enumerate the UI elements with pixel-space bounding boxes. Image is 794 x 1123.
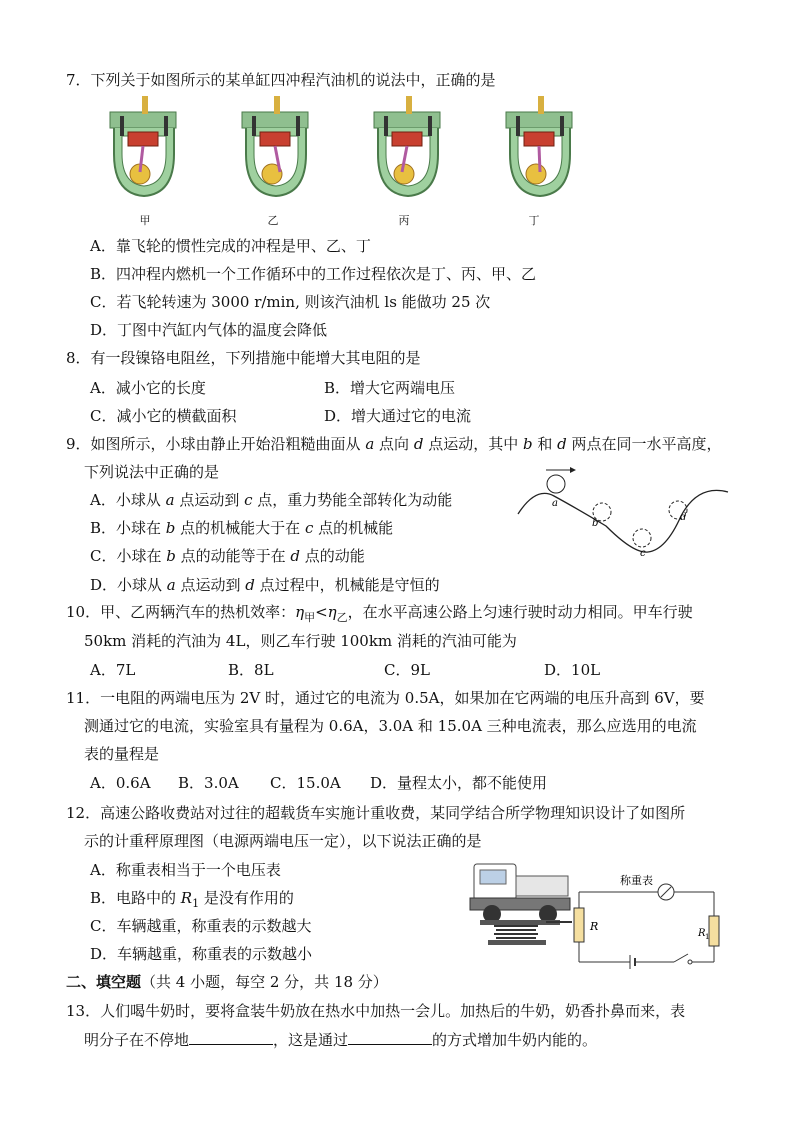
q8-option-d: D．增大通过它的电流 [324, 407, 472, 425]
q10-option-d: D．10L [544, 661, 601, 679]
q10-option-c: C．9L [384, 661, 430, 679]
q13-stem-line2: 明分子在不停地 ，这是通过 的方式增加牛奶内能的。 [84, 1031, 598, 1049]
meter-label: 称重表 [620, 874, 653, 887]
caption-jia: 甲 [139, 214, 151, 227]
q8-option-c: C．减小它的横截面积 [90, 407, 237, 425]
q9-option-c: C．小球在 b 点的动能等于在 d 点的动能 [90, 547, 365, 565]
curve-label-a: a [552, 498, 558, 509]
q12-option-d: D．车辆越重，称重表的示数越小 [90, 945, 313, 963]
curve-figure [516, 464, 732, 564]
q11-stem-line2: 测通过它的电流，实验室具有量程为 0.6A，3.0A 和 15.0A 三种电流表，那么应选用的电流 [84, 717, 697, 735]
engine-diagrams [100, 92, 580, 204]
answer-blank-2[interactable] [348, 1030, 432, 1045]
q11-option-b: B．3.0A [178, 774, 239, 792]
q12-option-b: B．电路中的 $R_1$ 是没有作用的 [90, 889, 294, 910]
q9-stem-line2: 下列说法中正确的是 [84, 463, 220, 481]
resistor-r1-subscript: 1 [705, 933, 710, 941]
q11-stem-line1: 11．一电阻的两端电压为 2V 时，通过它的电流为 0.5A，如果加在它两端的电压升高到 6V，要 [66, 689, 705, 707]
q12-stem-line1: 12．高速公路收费站对过往的超载货车实施计重收费，某同学结合所学物理知识设计了如图所 [66, 804, 686, 822]
q13-stem-line1: 13．人们喝牛奶时，要将盒装牛奶放在热水中加热一会儿。加热后的牛奶，奶香扑鼻而来，表 [66, 1002, 686, 1020]
q7-option-b: B．四冲程内燃机一个工作循环中的工作过程依次是丁、丙、甲、乙 [90, 265, 537, 283]
q9-stem-line1: 9．如图所示，小球由静止开始沿粗糙曲面从 a 点向 d 点运动，其中 b 和 d 两点在同一水平高度， [66, 435, 722, 453]
q8-option-a: A．减小它的长度 [90, 379, 206, 397]
q10-option-b: B．8L [228, 661, 274, 679]
caption-ding: 丁 [528, 214, 540, 227]
q9-option-a: A．小球从 a 点运动到 c 点，重力势能全部转化为动能 [90, 491, 453, 509]
q12-option-c: C．车辆越重，称重表的示数越大 [90, 917, 312, 935]
caption-bing: 丙 [398, 214, 410, 227]
curve-label-d: d [680, 512, 687, 523]
curve-label-b: b [592, 518, 599, 529]
q9-option-b: B．小球在 b 点的机械能大于在 c 点的机械能 [90, 519, 394, 537]
q10-option-a: A．7L [90, 661, 136, 679]
q11-option-d: D．量程太小，都不能使用 [370, 774, 548, 792]
caption-yi: 乙 [267, 214, 279, 227]
q11-option-a: A．0.6A [90, 774, 151, 792]
q8-stem: 8．有一段镍铬电阻丝，下列措施中能增大其电阻的是 [66, 349, 421, 367]
q8-option-b: B．增大它两端电压 [324, 379, 456, 397]
resistor-r-label: R [590, 920, 599, 933]
answer-blank-1[interactable] [189, 1030, 273, 1045]
q12-stem-line2: 示的计重秤原理图（电源两端电压一定），以下说法正确的是 [84, 832, 482, 850]
section2-heading: 二、填空题（共 4 小题，每空 2 分，共 18 分） [66, 973, 388, 991]
curve-label-c: c [640, 548, 646, 559]
resistor-r1-label: R [698, 928, 706, 939]
q7-option-d: D．丁图中汽缸内气体的温度会降低 [90, 321, 328, 339]
q7-option-c: C．若飞轮转速为 3000 r/min, 则该汽油机 ls 能做功 25 次 [90, 293, 491, 311]
q11-stem-line3: 表的量程是 [84, 745, 160, 763]
q7-stem: 7．下列关于如图所示的某单缸四冲程汽油机的说法中，正确的是 [66, 71, 496, 89]
scale-circuit-figure [460, 858, 732, 970]
q11-option-c: C．15.0A [270, 774, 341, 792]
q12-option-a: A．称重表相当于一个电压表 [90, 861, 281, 879]
q10-stem-line2: 50km 消耗的汽油为 4L，则乙车行驶 100km 消耗的汽油可能为 [84, 632, 517, 650]
q10-stem-line1: 10．甲、乙两辆汽车的热机效率：$\eta_甲<\eta_乙$，在水平高速公路上匀速行驶时动力相同。甲车行驶 [66, 603, 693, 624]
q9-option-d: D．小球从 a 点运动到 d 点过程中，机械能是守恒的 [90, 576, 440, 594]
q7-option-a: A．靠飞轮的惯性完成的冲程是甲、乙、丁 [90, 237, 371, 255]
